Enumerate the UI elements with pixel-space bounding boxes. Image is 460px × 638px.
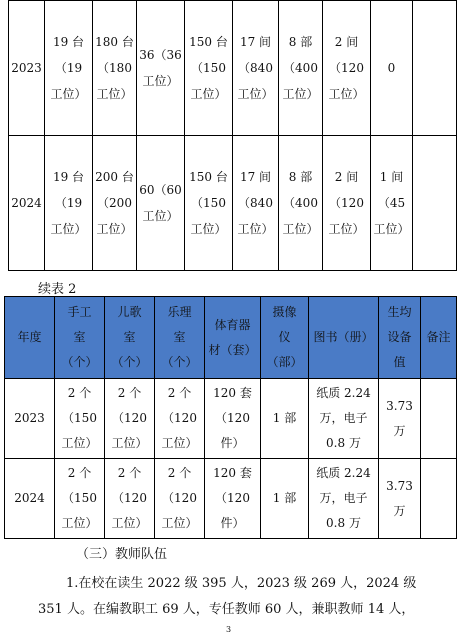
cell-text-line: 件） (220, 436, 245, 450)
cell-text-line: 纸质 2.24 (316, 386, 371, 400)
table-cell (379, 379, 421, 459)
cell-text-line: 工位） (111, 516, 148, 530)
year-cell: 2024 (5, 459, 55, 539)
cell-text-line: 工位） (282, 87, 319, 101)
table-cell (185, 136, 233, 271)
cell-text-line: 工位） (237, 222, 274, 236)
column-header (379, 297, 421, 379)
cell-text-line: 19 台 (52, 170, 85, 184)
column-header (261, 297, 309, 379)
cell-text-line: 材（套） (208, 342, 257, 357)
cell-text-line: 万，电子 (319, 491, 368, 505)
cell-text-line: 17 间 (239, 35, 272, 49)
cell-text-line: （120 (215, 411, 250, 425)
year-cell: 2023 (5, 379, 55, 459)
cell-text-line: 室 (73, 330, 86, 344)
cell-text-line: 60（60 (139, 183, 182, 197)
cell-text-line: 0 (387, 61, 396, 75)
cell-text-line: （400 (283, 196, 318, 210)
table-cell (55, 459, 105, 539)
cell-text-line: 摄像 (272, 305, 297, 319)
cell-text-line: 设备 (387, 330, 412, 344)
page-number: 3 (226, 625, 232, 634)
column-header (309, 297, 379, 379)
cell-text-line: （120 (112, 411, 147, 425)
cell-text-line: 17 间 (239, 170, 272, 184)
table-cell (279, 136, 323, 271)
cell-text-line: 工位） (161, 436, 198, 450)
table-cell (93, 1, 137, 136)
table-cell (45, 136, 93, 271)
cell-text-line: 8 部 (288, 35, 313, 49)
table-cell (233, 1, 279, 136)
cell-text-line: 2 个 (117, 466, 142, 480)
cell-text-line: 备注 (426, 330, 451, 344)
cell-text-line: 3.73 (386, 398, 413, 413)
continued-table-label: 续表 2 (38, 282, 77, 297)
cell-text-line: 3.73 (386, 478, 413, 493)
cell-text-line: 2 个 (167, 466, 192, 480)
cell-text-line: （840 (238, 61, 273, 75)
cell-text-line: 1 部 (272, 491, 297, 505)
cell-text-line: 19 台 (52, 35, 85, 49)
cell-text-line: 0.8 万 (326, 516, 361, 530)
cell-text-line: （120 (112, 491, 147, 505)
cell-text-line: （400 (283, 61, 318, 75)
cell-text-line: 万 (393, 423, 406, 438)
cell-text-line: 室 (123, 330, 136, 344)
table-cell (93, 136, 137, 271)
cell-text-line: 工位） (61, 436, 98, 450)
paragraph-line-1: 1.在校在读生 2022 级 395 人，2023 级 269 人，2024 级 (66, 576, 417, 591)
cell-text-line: （120 (162, 411, 197, 425)
cell-text-line: 1 间 (379, 170, 404, 184)
cell-text-line: 工位） (61, 516, 98, 530)
cell-text-line: （个） (161, 355, 198, 369)
table-cell (155, 379, 205, 459)
cell-text-line: 工位） (190, 222, 227, 236)
cell-text-line: 室 (173, 330, 186, 344)
section-heading: （三）教师队伍 (76, 547, 168, 562)
cell-text-line: 工位） (237, 87, 274, 101)
cell-text-line: （120 (162, 491, 197, 505)
cell-text-line: 工位） (282, 222, 319, 236)
cell-text-line: （120 (329, 61, 364, 75)
cell-text-line: 120 套 (213, 466, 252, 480)
cell-text-line: 工位） (328, 222, 365, 236)
cell-text-line: 150 台 (189, 170, 228, 184)
year-cell: 2024 (9, 136, 45, 271)
column-header (155, 297, 205, 379)
cell-text-line: 工位） (161, 516, 198, 530)
cell-text-line: （120 (215, 491, 250, 505)
table-cell (205, 379, 261, 459)
table-cell (45, 1, 93, 136)
cell-text-line: （个） (61, 355, 98, 369)
table-cell (105, 379, 155, 459)
cell-text-line: 工位） (50, 87, 87, 101)
cell-text-line: 工位） (142, 74, 179, 88)
cell-text-line: （部） (266, 355, 303, 369)
cell-text-line: 儿歌 (117, 305, 142, 319)
cell-text-line: 工位） (96, 87, 133, 101)
cell-text-line: 2 间 (334, 35, 359, 49)
cell-text-line: （150 (62, 491, 97, 505)
table-cell (323, 136, 371, 271)
cell-text-line: 180 台 (95, 35, 134, 49)
cell-text-line: （200 (97, 196, 132, 210)
table-cell (261, 379, 309, 459)
table-cell (233, 136, 279, 271)
equipment-table-2 (4, 296, 457, 539)
cell-text-line: 体育器 (214, 317, 251, 332)
table-cell (137, 1, 185, 136)
cell-text-line: 8 部 (288, 170, 313, 184)
cell-text-line: 2 个 (67, 466, 92, 480)
table-cell (279, 1, 323, 136)
column-header (205, 297, 261, 379)
cell-text-line: 工位） (373, 222, 410, 236)
header-row (5, 297, 457, 379)
cell-text-line: 2 间 (334, 170, 359, 184)
cell-text-line: 36（36 (139, 48, 182, 62)
cell-text-line: 图书（册） (313, 330, 374, 344)
cell-text-line: （45 (377, 196, 406, 210)
empty-cell (413, 136, 457, 271)
column-header (105, 297, 155, 379)
cell-text-line: 2 个 (167, 386, 192, 400)
cell-text-line: 仪 (278, 330, 291, 344)
column-header (421, 297, 457, 379)
year-cell: 2023 (9, 1, 45, 136)
table-row (5, 379, 457, 459)
table-cell (379, 459, 421, 539)
cell-text-line: （840 (238, 196, 273, 210)
table-row (9, 1, 457, 136)
column-header (5, 297, 55, 379)
cell-text-line: 生均 (387, 305, 412, 319)
table-cell (261, 459, 309, 539)
cell-text-line: 工位） (111, 436, 148, 450)
table-cell (309, 379, 379, 459)
cell-text-line: 纸质 2.24 (316, 466, 371, 480)
cell-text-line: 乐理 (167, 305, 192, 319)
cell-text-line: 工位） (328, 87, 365, 101)
table-row (9, 136, 457, 271)
cell-text-line: 万 (393, 503, 406, 518)
cell-text-line: （150 (191, 61, 226, 75)
table-cell (185, 1, 233, 136)
cell-text-line: 150 台 (189, 35, 228, 49)
cell-text-line: 工位） (142, 209, 179, 223)
cell-text-line: （150 (62, 411, 97, 425)
table-cell (371, 136, 413, 271)
cell-text-line: 工位） (50, 222, 87, 236)
cell-text-line: 0.8 万 (326, 436, 361, 450)
table-cell (155, 459, 205, 539)
table-cell (421, 379, 457, 459)
table-cell (205, 459, 261, 539)
table-cell (323, 1, 371, 136)
cell-text-line: 年度 (17, 330, 42, 344)
cell-text-line: （个） (111, 355, 148, 369)
cell-text-line: 工位） (96, 222, 133, 236)
paragraph-line-2: 351 人。在编教职工 69 人，专任教师 60 人，兼职教师 14 人， (38, 602, 415, 617)
cell-text-line: 1 部 (272, 411, 297, 425)
cell-text-line: 值 (393, 355, 406, 369)
table-cell (309, 459, 379, 539)
cell-text-line: 件） (220, 516, 245, 530)
cell-text-line: 2 个 (117, 386, 142, 400)
cell-text-line: 手工 (67, 305, 92, 319)
cell-text-line: 2 个 (67, 386, 92, 400)
column-header (55, 297, 105, 379)
cell-text-line: （120 (329, 196, 364, 210)
cell-text-line: （19 (54, 196, 83, 210)
table-row (5, 459, 457, 539)
table-cell (137, 136, 185, 271)
cell-text-line: （150 (191, 196, 226, 210)
table-cell (105, 459, 155, 539)
empty-cell (413, 1, 457, 136)
cell-text-line: 工位） (190, 87, 227, 101)
cell-text-line: 200 台 (95, 170, 134, 184)
table-cell (371, 1, 413, 136)
cell-text-line: 万，电子 (319, 411, 368, 425)
equipment-table-1 (8, 0, 457, 271)
cell-text-line: （19 (54, 61, 83, 75)
table-cell (421, 459, 457, 539)
table-cell (55, 379, 105, 459)
cell-text-line: （180 (97, 61, 132, 75)
cell-text-line: 120 套 (213, 386, 252, 400)
